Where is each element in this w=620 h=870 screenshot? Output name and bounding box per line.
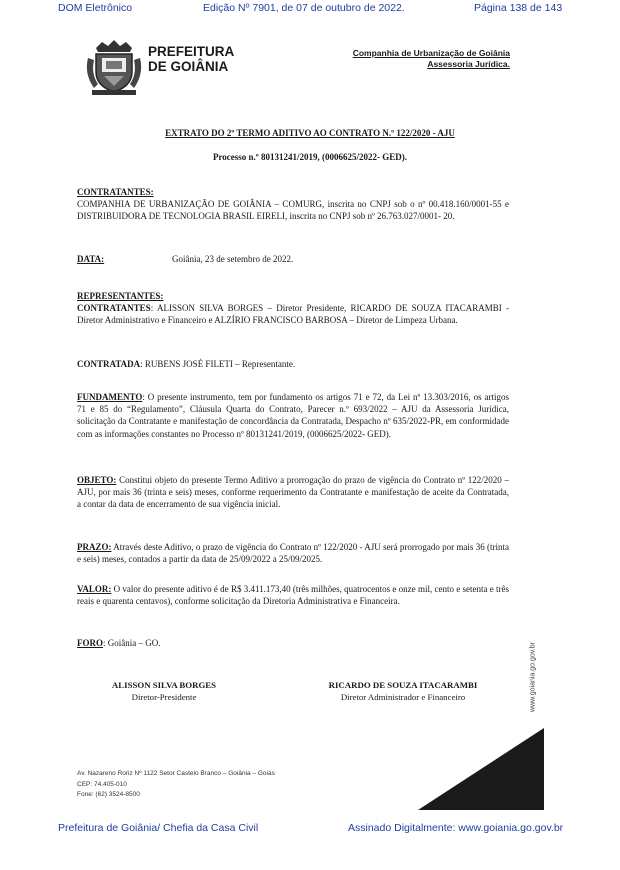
data-value: Goiânia, 23 de setembro de 2022. bbox=[172, 254, 294, 264]
signatory-role: Diretor-Presidente bbox=[131, 692, 197, 702]
signatory-name: RICARDO DE SOUZA ITACARAMBI bbox=[328, 680, 478, 690]
representantes-label: REPRESENTANTES: bbox=[77, 291, 164, 301]
footer-office: Prefeitura de Goiânia/ Chefia da Casa Civil bbox=[58, 822, 259, 834]
signatory-name: ALISSON SILVA BORGES bbox=[111, 680, 217, 690]
contratantes-text: COMPANHIA DE URBANIZAÇÃO DE GOIÂNIA – COMURG, inscrita no CNPJ sob o nº 00.418.160/0001-55 e DISTRIBUIDORA DE TECNOLOGIA BRASIL EIRELI, inscrita no CNPJ sob nº 26.763.027/0001- 20. bbox=[77, 199, 509, 222]
section-foro bbox=[77, 637, 509, 649]
contratada-label: CONTRATADA bbox=[77, 359, 141, 369]
section-fundamento bbox=[77, 391, 509, 440]
company-name: Companhia de Urbanização de Goiânia bbox=[352, 48, 510, 58]
publication-name: DOM Eletrônico bbox=[58, 2, 133, 14]
signature-block-director bbox=[312, 679, 494, 703]
document-title: EXTRATO DO 2º TERMO ADITIVO AO CONTRATO N.º 122/2020 - AJU bbox=[165, 128, 455, 138]
footer-digital-signature: Assinado Digitalmente: www.goiania.go.gov.br bbox=[348, 822, 564, 834]
fundamento-text: : O presente instrumento, tem por fundamento os artigos 71 e 72, da Lei nº 13.303/2016, os artigos 71 e 85 do “Regulamento”, Cláusula Quarta do Contrato, Parecer n.º 693/2022 – AJU da Assessoria Jurídica, solicitação da Contratante e manifestação de concordância da Contratada, Despacho nº 635/2022-PR, em conformidade com as informações constantes no Processo nº 80131241/2019, (0006625/2022- GED). bbox=[77, 392, 509, 439]
section-objeto bbox=[77, 474, 509, 511]
prazo-text: Através deste Aditivo, o prazo de vigência do Contrato nº 122/2020 - AJU será prorrogado por mais 36 (trinta e seis) meses, contados a partir da data de 25/09/2022 a 25/09/2025. bbox=[77, 542, 509, 565]
company-header bbox=[353, 48, 510, 70]
fundamento-label: FUNDAMENTO bbox=[77, 392, 143, 402]
side-url-text: www.goiania.go.gov.br bbox=[529, 642, 537, 712]
section-valor bbox=[77, 583, 509, 607]
signature-block-president bbox=[88, 679, 240, 703]
city-logo-text bbox=[148, 44, 234, 74]
address-phone: Fone: (62) 3524-8500 bbox=[77, 791, 140, 798]
city-crest-logo bbox=[82, 34, 146, 98]
foro-text: : Goiânia – GO. bbox=[103, 638, 161, 648]
logo-line2: DE GOIÂNIA bbox=[148, 59, 229, 74]
valor-text: O valor do presente aditivo é de R$ 3.411.173,40 (três milhões, quatrocentos e onze mil, cento e setenta e três reais e quarenta centavos), conforme solicitação da Diretoria Administrativa e Financeira. bbox=[77, 584, 509, 607]
page-number: Página 138 de 143 bbox=[474, 2, 563, 14]
section-contratada bbox=[77, 358, 509, 370]
address-street: Av. Nazareno Roriz Nº 1122 Setor Castelo Branco – Goiânia – Goiás bbox=[77, 770, 275, 777]
signatory-role: Diretor Administrador e Financeiro bbox=[340, 692, 466, 702]
foro-label: FORO bbox=[77, 638, 103, 648]
section-prazo bbox=[77, 541, 509, 565]
data-label: DATA: bbox=[77, 254, 105, 264]
bottom-bar bbox=[0, 820, 620, 838]
objeto-text: Constitui objeto do presente Termo Aditivo a prorrogação do prazo de vigência do Contrato nº 122/2020 – AJU, por mais 36 (trinta e seis) meses, conforme requerimento da Contratante e manifestação de aceite da Contratada, a contar da data de encerramento de sua vigência inicial. bbox=[77, 475, 509, 510]
side-website-url bbox=[526, 632, 540, 722]
valor-label: VALOR: bbox=[77, 584, 112, 594]
section-contratantes bbox=[77, 186, 509, 223]
contratada-text: : RUBENS JOSÉ FILETI – Representante. bbox=[140, 359, 296, 369]
representantes-sublabel: CONTRATANTES bbox=[77, 303, 151, 314]
contratantes-label: CONTRATANTES: bbox=[77, 187, 154, 197]
objeto-label: OBJETO: bbox=[77, 475, 117, 485]
representantes-text: : ALISSON SILVA BORGES – Diretor Presidente, RICARDO DE SOUZA ITACARAMBI - Diretor Administrativo e Financeiro e ALZÍRIO FRANCISCO BARBOSA – Diretor de Limpeza Urbana. bbox=[77, 303, 509, 326]
edition-info: Edição Nº 7901, de 07 de outubro de 2022. bbox=[203, 2, 405, 14]
decorative-corner-triangle bbox=[418, 728, 544, 810]
department-name: Assessoria Jurídica. bbox=[427, 59, 510, 69]
logo-line1: PREFEITURA bbox=[148, 44, 235, 59]
footer-address bbox=[77, 769, 275, 801]
process-number: Processo n.º 80131241/2019, (0006625/2022- GED). bbox=[212, 152, 408, 162]
top-bar bbox=[0, 0, 620, 18]
section-representantes bbox=[77, 290, 509, 327]
section-data bbox=[77, 253, 509, 265]
prazo-label: PRAZO: bbox=[77, 542, 112, 552]
address-cep: CEP: 74.405-010 bbox=[77, 780, 127, 788]
